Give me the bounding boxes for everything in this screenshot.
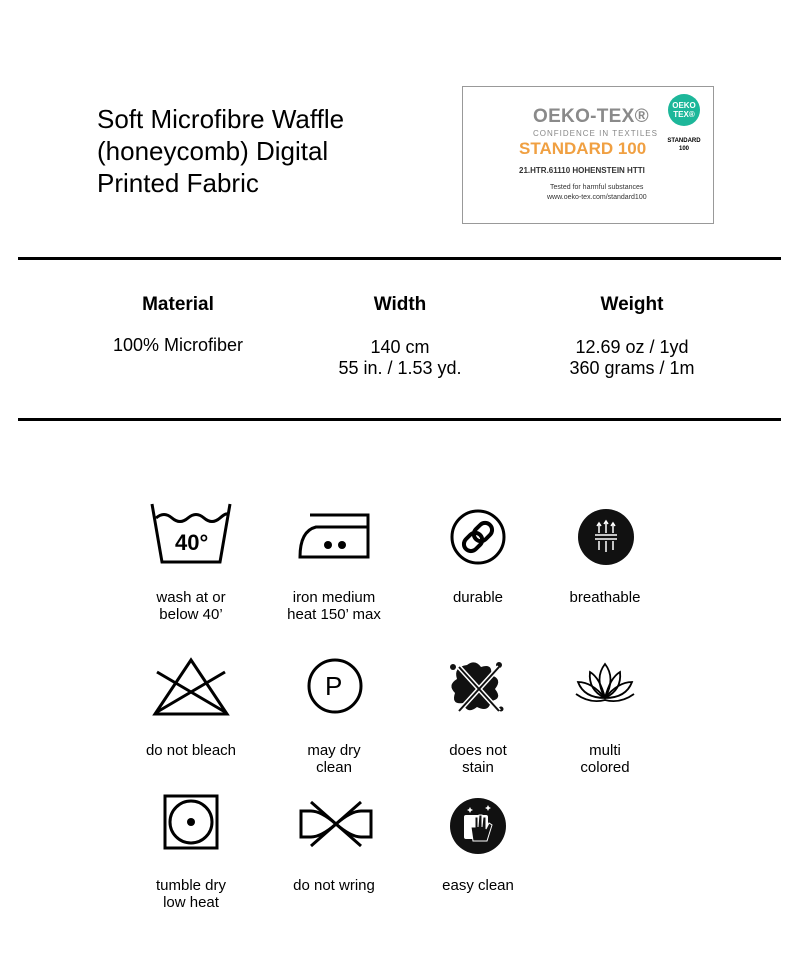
care-label: easy clean xyxy=(442,877,514,894)
oeko-name: OEKO-TEX® xyxy=(533,106,649,127)
divider-bottom xyxy=(18,418,781,421)
oeko-number: 21.HTR.61110 HOHENSTEIN HTTI xyxy=(519,166,645,175)
care-label: does not stain xyxy=(449,742,507,776)
oeko-url: www.oeko-tex.com/standard100 xyxy=(547,194,647,201)
oeko-tagline: CONFIDENCE IN TEXTILES xyxy=(533,129,658,138)
care-label: durable xyxy=(452,589,504,606)
care-label: breathable xyxy=(569,589,641,606)
spec-heading: Material xyxy=(142,294,214,315)
care-label: iron medium heat 150’ max xyxy=(287,589,381,623)
wash-temp: 40° xyxy=(175,530,209,555)
tumble-dry-low-icon xyxy=(162,793,220,851)
oeko-badge-caption: STANDARD 100 xyxy=(667,138,701,152)
care-label: do not bleach xyxy=(145,742,237,759)
oeko-standard: STANDARD 100 xyxy=(519,139,647,158)
dry-clean-p-icon xyxy=(306,657,364,715)
spec-heading: Width xyxy=(373,294,427,315)
no-wring-icon xyxy=(297,799,375,849)
easy-clean-icon xyxy=(449,797,507,855)
dry-clean-glyph: P xyxy=(325,671,343,701)
spec-value: 100% Microfiber xyxy=(112,335,244,355)
care-label: do not wring xyxy=(293,877,375,894)
spec-material xyxy=(58,294,298,356)
iron-medium-icon xyxy=(296,509,374,561)
care-label: may dry clean xyxy=(307,742,361,776)
care-label: multi colored xyxy=(580,742,630,776)
breathable-icon xyxy=(577,508,635,566)
no-bleach-icon xyxy=(151,656,231,718)
durable-chain-icon xyxy=(449,508,507,566)
care-label: wash at or below 40’ xyxy=(156,589,226,623)
lotus-icon xyxy=(572,660,638,706)
spec-weight xyxy=(512,294,752,379)
divider-top xyxy=(18,257,781,260)
oeko-tex-certificate xyxy=(462,86,714,224)
spec-value: 140 cm 55 in. / 1.53 yd. xyxy=(338,337,462,378)
oeko-tested: Tested for harmful substances xyxy=(550,184,644,191)
stain-resistant-icon xyxy=(445,655,507,717)
spec-heading: Weight xyxy=(600,294,664,315)
wash-40-icon xyxy=(150,500,232,566)
spec-value: 12.69 oz / 1yd 360 grams / 1m xyxy=(569,337,695,378)
oeko-badge-icon: OEKO TEX® xyxy=(668,94,700,126)
spec-width xyxy=(280,294,520,379)
page-title: Soft Microfibre Waffle (honeycomb) Digital Printed Fabric xyxy=(97,104,345,198)
care-label: tumble dry low heat xyxy=(155,877,227,911)
